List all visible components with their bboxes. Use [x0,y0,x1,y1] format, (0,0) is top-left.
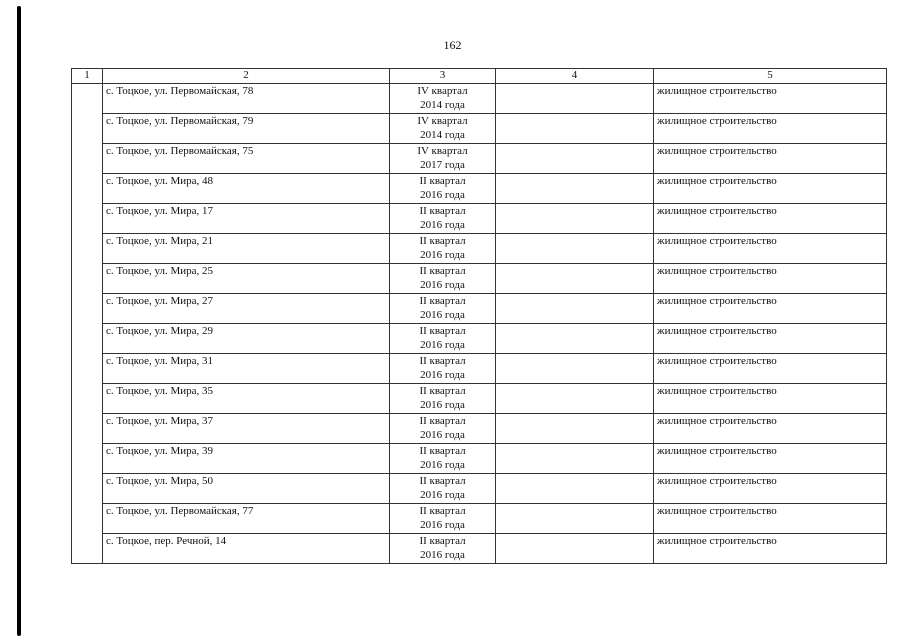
cell-purpose: жилищное строительство [654,384,887,414]
cell-purpose: жилищное строительство [654,174,887,204]
cell-address: с. Тоцкое, ул. Первомайская, 78 [103,84,390,114]
cell-col-4 [496,114,654,144]
cell-purpose: жилищное строительство [654,144,887,174]
cell-period: II квартал 2016 года [390,234,496,264]
cell-address: с. Тоцкое, ул. Мира, 25 [103,264,390,294]
cell-col-4 [496,264,654,294]
cell-period: IV квартал 2014 года [390,114,496,144]
cell-period: IV квартал 2017 года [390,144,496,174]
header-col-1: 1 [72,69,103,84]
cell-purpose: жилищное строительство [654,534,887,564]
cell-address: с. Тоцкое, ул. Мира, 39 [103,444,390,474]
cell-period: II квартал 2016 года [390,324,496,354]
data-table [71,68,887,564]
cell-col-1-merged [72,84,103,564]
cell-address: с. Тоцкое, ул. Мира, 17 [103,204,390,234]
table-row [72,414,887,444]
cell-col-4 [496,384,654,414]
cell-purpose: жилищное строительство [654,444,887,474]
cell-col-4 [496,414,654,444]
table-row [72,444,887,474]
table-row [72,294,887,324]
cell-col-4 [496,84,654,114]
cell-col-4 [496,234,654,264]
cell-purpose: жилищное строительство [654,474,887,504]
cell-address: с. Тоцкое, ул. Мира, 35 [103,384,390,414]
table-body [72,84,887,564]
cell-period: II квартал 2016 года [390,174,496,204]
cell-address: с. Тоцкое, ул. Мира, 48 [103,174,390,204]
table-row [72,504,887,534]
cell-address: с. Тоцкое, ул. Мира, 31 [103,354,390,384]
cell-purpose: жилищное строительство [654,234,887,264]
cell-period: II квартал 2016 года [390,474,496,504]
table-row [72,204,887,234]
cell-col-4 [496,354,654,384]
table-row [72,324,887,354]
header-col-3: 3 [390,69,496,84]
cell-col-4 [496,144,654,174]
cell-purpose: жилищное строительство [654,264,887,294]
header-col-5: 5 [654,69,887,84]
cell-period: II квартал 2016 года [390,354,496,384]
cell-address: с. Тоцкое, ул. Мира, 37 [103,414,390,444]
table-row [72,534,887,564]
cell-period: II квартал 2016 года [390,534,496,564]
cell-address: с. Тоцкое, ул. Первомайская, 79 [103,114,390,144]
table-row [72,144,887,174]
cell-period: II квартал 2016 года [390,444,496,474]
cell-col-4 [496,204,654,234]
cell-col-4 [496,324,654,354]
cell-period: II квартал 2016 года [390,264,496,294]
cell-purpose: жилищное строительство [654,204,887,234]
cell-address: с. Тоцкое, ул. Мира, 21 [103,234,390,264]
cell-col-4 [496,534,654,564]
table-row [72,474,887,504]
cell-col-4 [496,444,654,474]
header-row [72,69,887,84]
cell-purpose: жилищное строительство [654,114,887,144]
table-row [72,234,887,264]
cell-purpose: жилищное строительство [654,414,887,444]
cell-address: с. Тоцкое, ул. Мира, 27 [103,294,390,324]
header-col-2: 2 [103,69,390,84]
cell-purpose: жилищное строительство [654,504,887,534]
cell-period: IV квартал 2014 года [390,84,496,114]
table-row [72,264,887,294]
cell-purpose: жилищное строительство [654,294,887,324]
cell-period: II квартал 2016 года [390,504,496,534]
cell-purpose: жилищное строительство [654,84,887,114]
cell-purpose: жилищное строительство [654,354,887,384]
cell-address: с. Тоцкое, ул. Мира, 50 [103,474,390,504]
cell-address: с. Тоцкое, ул. Первомайская, 75 [103,144,390,174]
cell-period: II квартал 2016 года [390,414,496,444]
cell-purpose: жилищное строительство [654,324,887,354]
cell-period: II квартал 2016 года [390,384,496,414]
cell-address: с. Тоцкое, пер. Речной, 14 [103,534,390,564]
cell-col-4 [496,294,654,324]
cell-period: II квартал 2016 года [390,294,496,324]
cell-period: II квартал 2016 года [390,204,496,234]
cell-address: с. Тоцкое, ул. Мира, 29 [103,324,390,354]
cell-address: с. Тоцкое, ул. Первомайская, 77 [103,504,390,534]
table-row [72,384,887,414]
table-row [72,114,887,144]
cell-col-4 [496,504,654,534]
table-row [72,174,887,204]
scan-edge-line [17,6,21,636]
cell-col-4 [496,474,654,504]
header-col-4: 4 [496,69,654,84]
table-row [72,354,887,384]
page-number: 162 [443,38,462,52]
table-row [72,84,887,114]
cell-col-4 [496,174,654,204]
